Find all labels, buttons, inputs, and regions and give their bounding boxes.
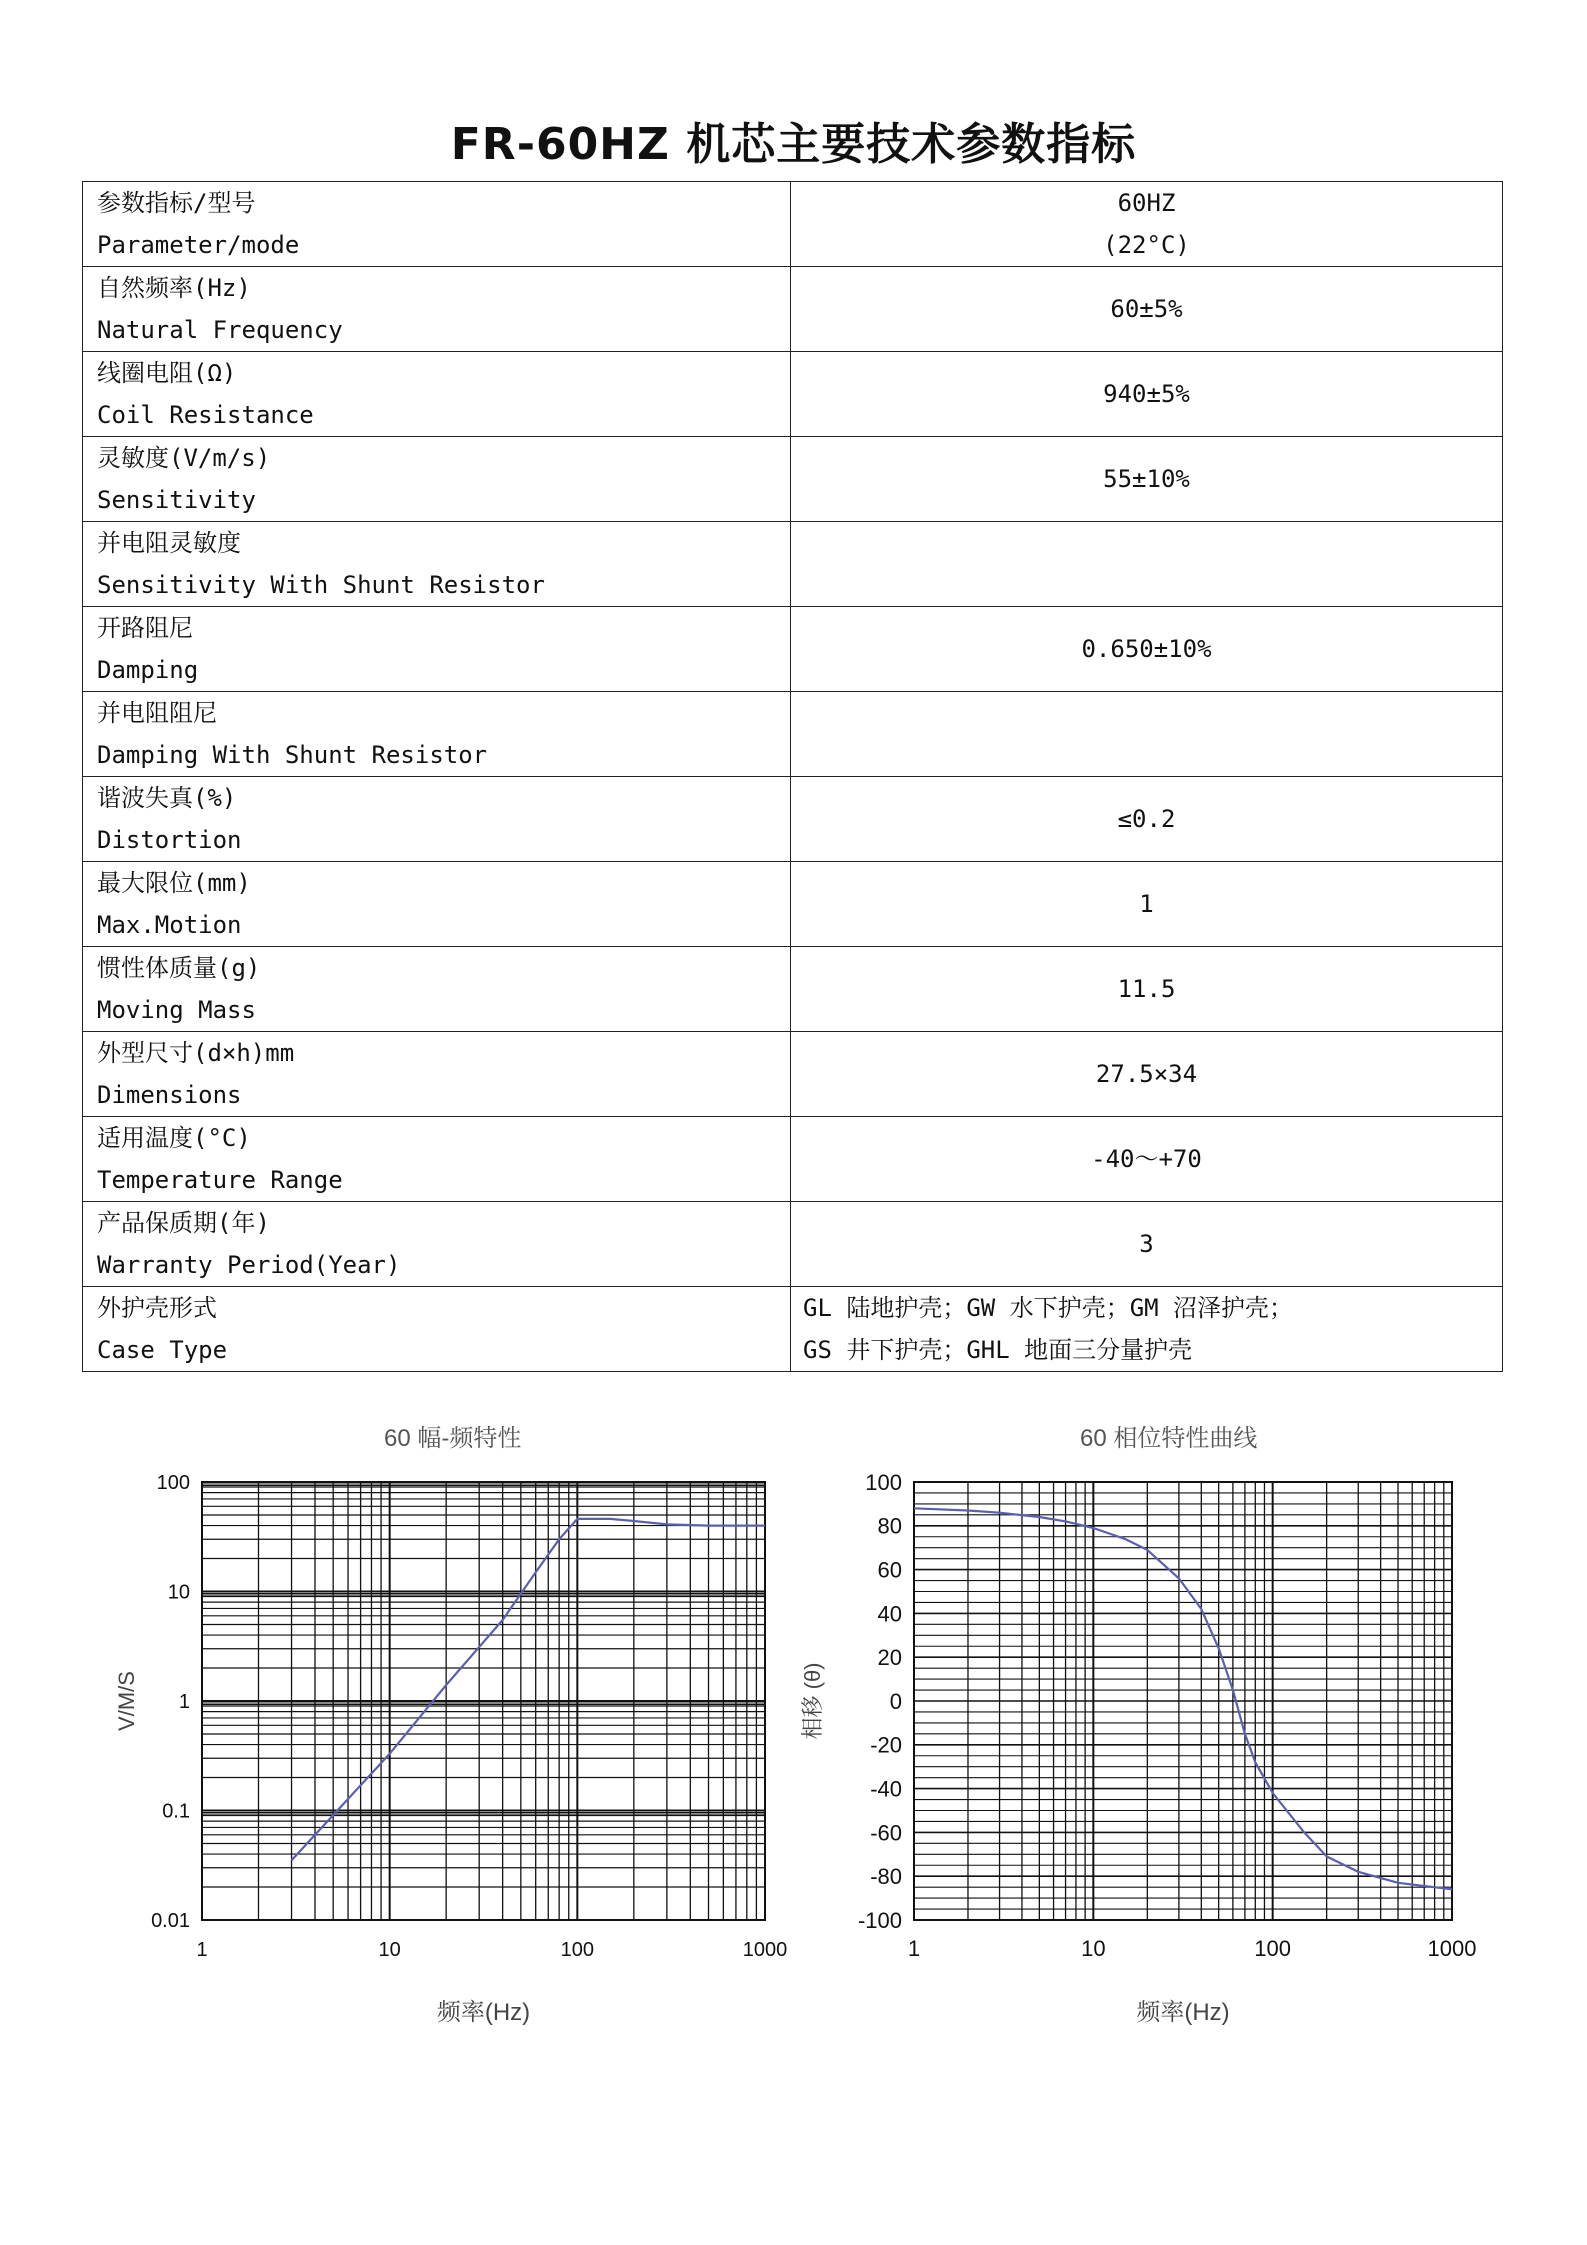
- amplitude-frequency-chart: [100, 1460, 800, 2040]
- param-label-cell: [83, 1202, 791, 1287]
- x-tick-label: 100: [1254, 1936, 1292, 1961]
- param-label-cn: 产品保质期(年): [97, 1209, 270, 1237]
- param-label-en: Temperature Range: [97, 1166, 343, 1194]
- param-value: 3: [791, 1202, 1503, 1287]
- x-tick-label: 10: [378, 1939, 401, 1961]
- x-tick-label: 1: [907, 1936, 921, 1961]
- x-tick-label: 1: [196, 1939, 208, 1961]
- table-row: [83, 947, 1503, 1032]
- param-label-en: Warranty Period(Year): [97, 1251, 401, 1279]
- param-label-cn: 开路阻尼: [97, 614, 193, 642]
- y-tick-label: 0: [889, 1688, 902, 1714]
- param-value: 1: [791, 862, 1503, 947]
- case-type-line-1: GL 陆地护壳；GW 水下护壳；GM 沼泽护壳；: [803, 1294, 1294, 1322]
- header-label-en: Parameter/mode: [97, 231, 300, 259]
- param-value: [791, 692, 1503, 777]
- x-tick-label: 10: [1081, 1936, 1106, 1961]
- table-row: [83, 1202, 1503, 1287]
- param-label-cn: 最大限位(mm): [97, 869, 251, 897]
- phase-chart-title: 60 相位特性曲线: [1080, 1425, 1258, 1452]
- y-tick-label: -100: [857, 1907, 902, 1933]
- param-label-cn: 线圈电阻(Ω): [97, 359, 237, 387]
- x-axis-label: 频率(Hz): [1136, 1999, 1230, 2026]
- y-tick-label: -20: [870, 1732, 902, 1758]
- y-tick-label: -60: [870, 1820, 902, 1846]
- param-label-cell: [83, 777, 791, 862]
- y-tick-label: -80: [870, 1864, 902, 1890]
- y-tick-label: 10: [167, 1581, 190, 1604]
- y-tick-label: 0.01: [151, 1910, 190, 1933]
- param-label-cn: 并电阻灵敏度: [97, 529, 241, 557]
- table-row: [83, 607, 1503, 692]
- param-value: 60±5%: [791, 267, 1503, 352]
- y-axis-label: 相移 (θ): [800, 1662, 825, 1740]
- param-label-cn: 灵敏度(V/m/s): [97, 444, 271, 472]
- param-label-en: Max.Motion: [97, 911, 242, 939]
- y-axis-label: V/M/S: [114, 1671, 139, 1731]
- x-axis-label: 频率(Hz): [436, 1999, 531, 2026]
- y-tick-label: 60: [877, 1557, 902, 1583]
- param-label-en: Sensitivity: [97, 486, 256, 514]
- param-value: 0.650±10%: [791, 607, 1503, 692]
- case-type-en: Case Type: [97, 1336, 228, 1364]
- x-tick-label: 1000: [742, 1939, 788, 1961]
- param-label-cell: [83, 267, 791, 352]
- param-label-en: Moving Mass: [97, 996, 256, 1024]
- param-label-en: Damping With Shunt Resistor: [97, 741, 488, 769]
- y-tick-label: 80: [877, 1513, 902, 1539]
- y-tick-label: 100: [156, 1472, 190, 1495]
- param-value: [791, 522, 1503, 607]
- case-type-cn: 外护壳形式: [97, 1294, 217, 1322]
- page-title: FR-60HZ 机芯主要技术参数指标: [450, 119, 1137, 170]
- param-label-cell: [83, 1287, 791, 1372]
- table-row: [83, 437, 1503, 522]
- param-label-cell: [83, 692, 791, 777]
- spec-table: [82, 181, 1503, 1372]
- table-row: [83, 267, 1503, 352]
- param-label-cell: [83, 1032, 791, 1117]
- param-value: -40～+70: [791, 1117, 1503, 1202]
- param-label-cell: [83, 947, 791, 1032]
- table-row: [83, 862, 1503, 947]
- header-model: 60HZ: [1117, 189, 1176, 217]
- param-label-cn: 适用温度(°C): [97, 1124, 251, 1152]
- x-tick-label: 1000: [1427, 1936, 1477, 1961]
- param-value: 27.5×34: [791, 1032, 1503, 1117]
- y-tick-label: 100: [865, 1469, 902, 1495]
- case-type-value-cell: [791, 1287, 1503, 1372]
- param-label-cell: [83, 522, 791, 607]
- header-temperature: (22°C): [1103, 231, 1190, 259]
- param-value: 55±10%: [791, 437, 1503, 522]
- table-header-row: [83, 182, 1503, 267]
- param-label-en: Damping: [97, 656, 199, 684]
- param-label-cn: 并电阻阻尼: [97, 699, 217, 727]
- series-line: [292, 1519, 766, 1861]
- param-label-cell: [83, 1117, 791, 1202]
- y-tick-label: 0.1: [162, 1800, 190, 1823]
- param-label-cell: [83, 352, 791, 437]
- param-value: ≤0.2: [791, 777, 1503, 862]
- table-row: [83, 692, 1503, 777]
- case-type-line-2: GS 井下护壳；GHL 地面三分量护壳: [803, 1336, 1193, 1364]
- phase-frequency-chart: [800, 1460, 1500, 2040]
- param-label-cell: [83, 437, 791, 522]
- table-row: [83, 777, 1503, 862]
- param-label-en: Natural Frequency: [97, 316, 343, 344]
- param-label-cell: [83, 862, 791, 947]
- y-tick-label: -40: [870, 1776, 902, 1802]
- param-label-cn: 自然频率(Hz): [97, 274, 251, 302]
- table-row: [83, 1032, 1503, 1117]
- param-label-cell: [83, 607, 791, 692]
- y-tick-label: 40: [877, 1601, 902, 1627]
- param-label-en: Distortion: [97, 826, 242, 854]
- param-value: 11.5: [791, 947, 1503, 1032]
- header-label-cell: [83, 182, 791, 267]
- param-label-en: Dimensions: [97, 1081, 242, 1109]
- param-label-cn: 谐波失真(%): [97, 784, 237, 812]
- param-label-en: Coil Resistance: [97, 401, 314, 429]
- param-value: 940±5%: [791, 352, 1503, 437]
- table-row: [83, 522, 1503, 607]
- y-tick-label: 20: [877, 1645, 902, 1671]
- amplitude-chart-title: 60 幅-频特性: [384, 1425, 522, 1452]
- header-label-cn: 参数指标/型号: [97, 189, 256, 217]
- table-row: [83, 1117, 1503, 1202]
- y-tick-label: 1: [178, 1691, 190, 1714]
- x-tick-label: 100: [560, 1939, 595, 1961]
- table-row: [83, 1287, 1503, 1372]
- header-value-cell: [791, 182, 1503, 267]
- table-row: [83, 352, 1503, 437]
- param-label-cn: 惯性体质量(g): [97, 954, 261, 982]
- param-label-cn: 外型尺寸(d×h)mm: [97, 1039, 295, 1067]
- param-label-en: Sensitivity With Shunt Resistor: [97, 571, 545, 599]
